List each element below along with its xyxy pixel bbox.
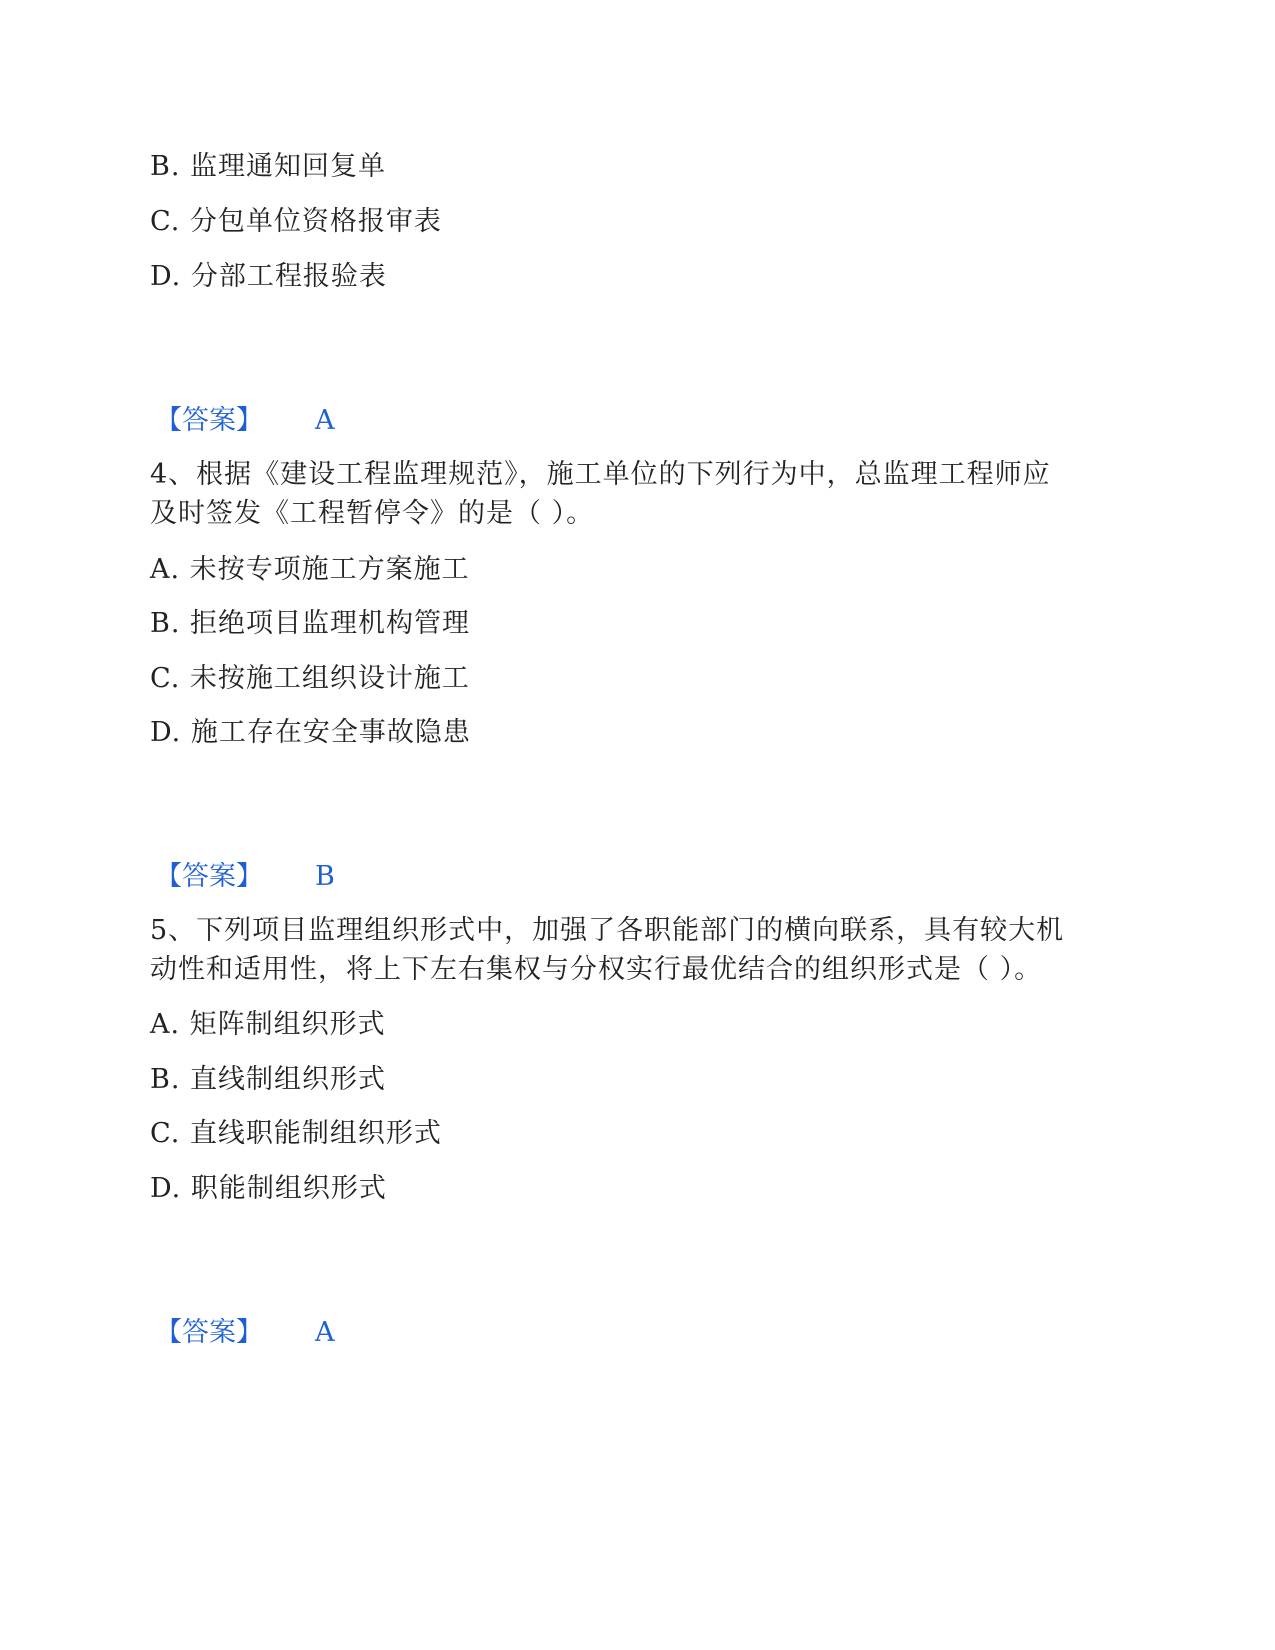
q5-answer [155, 1316, 335, 1350]
answer-label: 【答案】 [155, 405, 263, 436]
q3-option-d: D. 分部工程报验表 [150, 261, 387, 292]
q5-option-c: C. 直线职能制组织形式 [150, 1118, 442, 1149]
q4-option-c: C. 未按施工组织设计施工 [150, 663, 470, 694]
q4-stem-line-2: 及时签发《工程暂停令》的是（ ）。 [150, 498, 595, 529]
q3-option-c: C. 分包单位资格报审表 [150, 206, 442, 237]
q4-stem-line-1: 4、根据《建设工程监理规范》，施工单位的下列行为中，总监理工程师应 [150, 459, 1051, 490]
q5-stem-line-2: 动性和适用性，将上下左右集权与分权实行最优结合的组织形式是（ ）。 [150, 954, 1043, 985]
answer-label: 【答案】 [155, 861, 263, 892]
answer-value: B [315, 861, 335, 892]
q4-answer [155, 860, 335, 894]
q5-option-a: A. 矩阵制组织形式 [150, 1009, 386, 1040]
answer-value: A [315, 1317, 335, 1348]
q3-answer [155, 404, 335, 438]
q4-option-a: A. 未按专项施工方案施工 [150, 554, 470, 585]
q4-option-b: B. 拒绝项目监理机构管理 [150, 608, 471, 639]
answer-value: A [315, 405, 335, 436]
q5-option-b: B. 直线制组织形式 [150, 1064, 387, 1095]
q5-stem-line-1: 5、下列项目监理组织形式中，加强了各职能部门的横向联系，具有较大机 [150, 915, 1065, 946]
answer-label: 【答案】 [155, 1317, 263, 1348]
q3-option-b: B. 监理通知回复单 [150, 151, 387, 182]
q4-option-d: D. 施工存在安全事故隐患 [150, 717, 471, 748]
q5-option-d: D. 职能制组织形式 [150, 1173, 387, 1204]
